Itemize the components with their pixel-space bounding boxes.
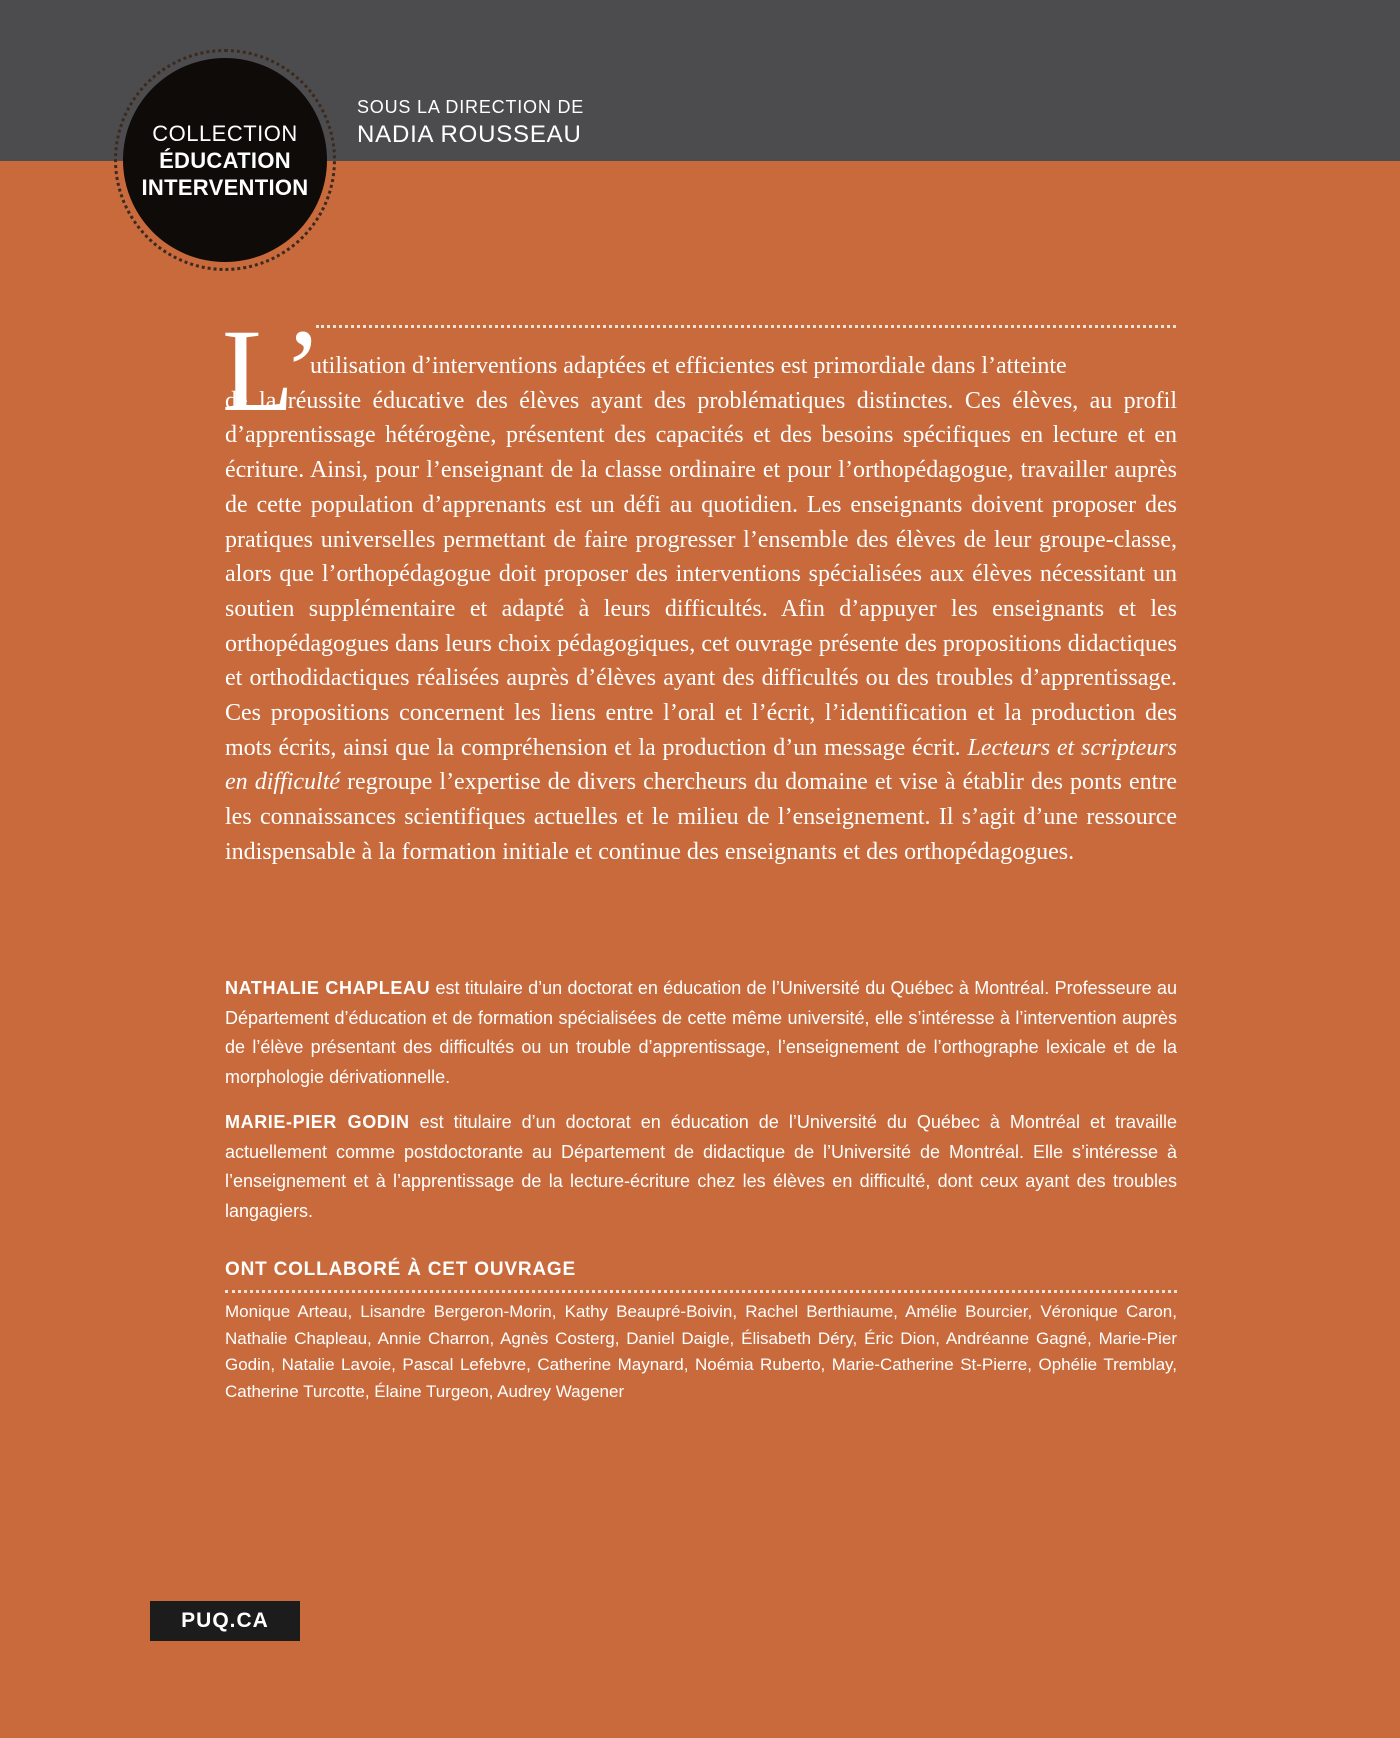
collaborators-list: Monique Arteau, Lisandre Bergeron-Morin, Kathy Beaupré-Boivin, Rachel Berthiaume, Amélie Bourcier, Véronique Caron, Nathalie Chapleau, Annie Charron, Agnès Costerg, Daniel Daigle, Élisabeth Déry, Éric Dion, Andréanne Gagné, Marie-Pier Godin, Natalie Lavoie, Pascal Lefebvre, Catherine Maynard, Noémia Ruberto, Marie-Catherine St-Pierre, Ophélie Tremblay, Catherine Turcotte, Élaine Turgeon, Audrey Wagener [225, 1302, 1177, 1402]
book-title: Lecteurs et scripteurs en difficulté [225, 734, 1177, 796]
author-bio-text: est titulaire d’un doctorat en éducation de l’Université du Québec à Montréal et travaille actuellement comme postdoctorante au Département de didactique de l’Université de Montréal. Elle s’intéresse à l’enseignement et à l’apprentissage de la lecture-écriture chez les élèves en difficulté, dont ceux ayant des troubles langagiers. [225, 1112, 1177, 1221]
author-bio-chapleau [225, 974, 1177, 1092]
author-name: MARIE-PIER GODIN [225, 1112, 410, 1132]
collaborators-dotted-rule [225, 1290, 1177, 1293]
intro-body-end: regroupe l’expertise de divers chercheurs du domaine et vise à établir des ponts entre les connaissances scientifiques actuelles et le milieu de l’enseignement. Il s’agit d’une ressource indispensable à la formation initiale et continue des enseignants et des orthopédagogues. [225, 769, 1177, 865]
intro-dotted-rule [316, 325, 1176, 328]
direction-label: SOUS LA DIRECTION DE [357, 97, 585, 117]
author-bio-text: est titulaire d’un doctorat en éducation de l’Université du Québec à Montréal. Professeure au Département d’éducation et de formation spécialisées de cette même université, elle s’intéresse à l’intervention auprès de l’élève présentant des difficultés ou un trouble d’apprentissage, l’enseignement de l’orthographe lexicale et de la morphologie dérivationnelle. [225, 978, 1177, 1087]
collaborators-heading: ONT COLLABORÉ À CET OUVRAGE [225, 1259, 576, 1280]
intro-body: de la réussite éducative des élèves ayant des problématiques distinctes. Ces élèves, au profil d’apprentissage hétérogène, présentent des capacités et des besoins spécifiques en lecture et en écriture. Ainsi, pour l’enseignant de la classe ordinaire et pour l’orthopédagogue, travailler auprès de cette population d’apprenants est un défi au quotidien. Les enseignants doivent proposer des pratiques universelles permettant de faire progresser l’ensemble des élèves de leur groupe-classe, alors que l’orthopédagogue doit proposer des interventions spécialisées aux élèves nécessitant un soutien supplémentaire et adapté à leurs difficultés. Afin d’appuyer les enseignants et les orthopédagogues dans leurs choix pédagogiques, cet ouvrage présente des propositions didactiques et orthodidactiques réalisées auprès d’élèves ayant des difficultés ou des troubles d’apprentissage. Ces propositions concernent les liens entre l’oral et l’écrit, l’identification et la production des mots écrits, ainsi que la compréhension et la production d’un message écrit. [225, 387, 1177, 761]
drop-cap: L’ [222, 305, 323, 436]
badge-line-collection: COLLECTION [152, 120, 298, 146]
intro-paragraph [225, 349, 1177, 870]
badge-line-intervention: INTERVENTION [141, 174, 309, 200]
badge-line-education: ÉDUCATION [159, 147, 291, 173]
author-name: NATHALIE CHAPLEAU [225, 978, 431, 998]
author-bio-godin [225, 1108, 1177, 1226]
director-name: NADIA ROUSSEAU [357, 121, 582, 148]
collection-badge [123, 58, 327, 262]
intro-first-line: utilisation d’interventions adaptées et efficientes est primordiale dans l’atteinte [310, 353, 1067, 379]
publisher-label: PUQ.CA [150, 1601, 300, 1641]
